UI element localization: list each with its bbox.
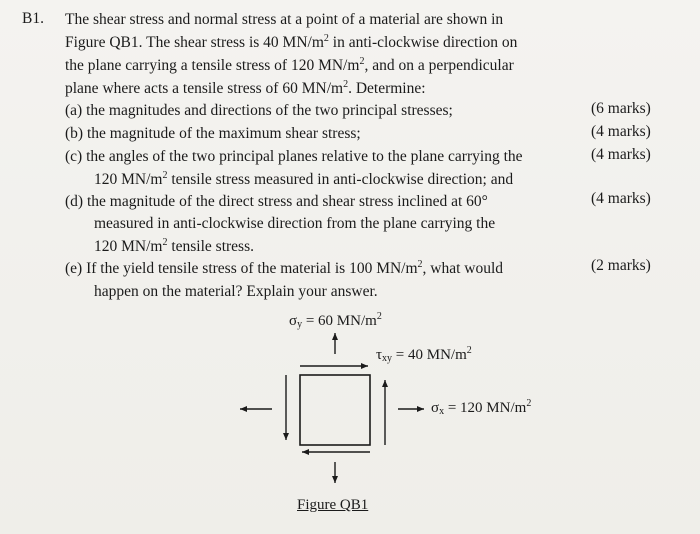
sigma-x-subscript: x	[439, 406, 445, 417]
superscript: 2	[466, 345, 472, 356]
tau-xy-value: = 40 MN/m	[392, 347, 467, 363]
superscript: 2	[376, 311, 382, 322]
part-d-line-2: measured in anti-clockwise direction from the plane carrying the	[94, 215, 496, 232]
figure-caption: Figure QB1	[297, 497, 369, 513]
sigma-x-label	[431, 400, 531, 417]
superscript: 2	[343, 79, 349, 90]
intro-line-4-text: plane where acts a tensile stress of 60 MN/m	[65, 80, 344, 97]
superscript: 2	[417, 259, 423, 270]
superscript: 2	[526, 398, 532, 409]
part-d-line-1: (d) the magnitude of the direct stress and shear stress inclined at 60°	[65, 193, 488, 210]
sigma-y-subscript: y	[297, 319, 303, 330]
part-c-marks: (4 marks)	[591, 146, 651, 163]
part-e-marks: (2 marks)	[591, 257, 651, 274]
sigma-symbol: σ	[289, 313, 298, 329]
part-e-line-1-pre: (e) If the yield tensile stress of the material is 100 MN/m	[65, 260, 418, 277]
stress-element-square	[300, 375, 370, 445]
part-b-text: (b) the magnitude of the maximum shear stress;	[65, 125, 361, 142]
sigma-y-label	[289, 313, 382, 330]
superscript: 2	[162, 170, 168, 181]
part-a-marks: (6 marks)	[591, 100, 651, 117]
sigma-y-value: = 60 MN/m	[302, 313, 377, 329]
tau-symbol: τ	[376, 347, 383, 363]
superscript: 2	[323, 33, 329, 44]
intro-line-1: The shear stress and normal stress at a point of a material are shown in	[65, 11, 504, 28]
part-c-line-2-post: tensile stress measured in anti-clockwise direction; and	[167, 171, 514, 188]
intro-line-3-text: the plane carrying a tensile stress of 120 MN/m	[65, 57, 360, 74]
part-a-text: (a) the magnitudes and directions of the two principal stresses;	[65, 102, 453, 119]
part-b-marks: (4 marks)	[591, 123, 651, 140]
sigma-symbol: σ	[431, 400, 440, 416]
intro-line-2-text: Figure QB1. The shear stress is 40 MN/m	[65, 34, 324, 51]
part-e-line-1-post: , what would	[422, 260, 504, 277]
part-c-line-1: (c) the angles of the two principal planes relative to the plane carrying the	[65, 148, 523, 165]
superscript: 2	[359, 56, 365, 67]
part-d-marks: (4 marks)	[591, 190, 651, 207]
sigma-x-value: = 120 MN/m	[444, 400, 527, 416]
tau-xy-subscript: xy	[382, 353, 393, 364]
part-c-line-2-pre: 120 MN/m	[94, 171, 163, 188]
tau-xy-label	[376, 347, 472, 364]
part-e-line-2: happen on the material? Explain your answer.	[94, 283, 378, 300]
superscript: 2	[162, 237, 168, 248]
question-number: B1.	[22, 10, 44, 27]
part-d-line-3-post: tensile stress.	[167, 238, 254, 255]
intro-line-3-tail: , and on a perpendicular	[364, 57, 514, 74]
part-d-line-3-pre: 120 MN/m	[94, 238, 163, 255]
intro-line-4-tail: . Determine:	[348, 80, 426, 97]
intro-line-2-tail: in anti-clockwise direction on	[328, 34, 518, 51]
